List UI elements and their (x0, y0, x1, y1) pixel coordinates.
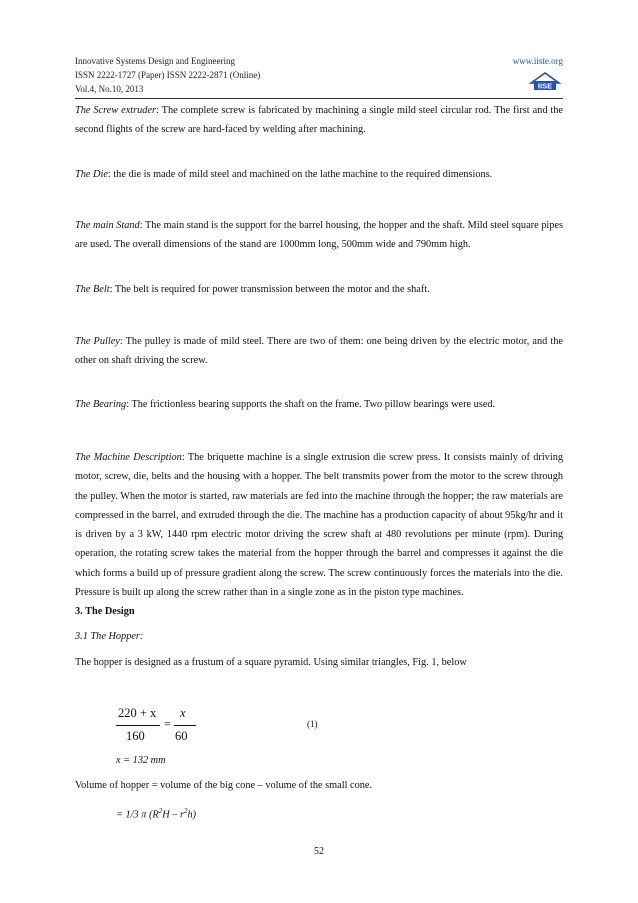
subsection-heading: 3.1 The Hopper: (75, 631, 144, 642)
journal-name: Innovative Systems Design and Engineering (75, 56, 235, 66)
eq-numerator-right: x (180, 706, 186, 720)
para-bearing: The Bearing: The frictionless bearing supports the shaft on the frame. Two pillow bearings were used. (75, 399, 496, 410)
svg-text:IISE: IISE (537, 81, 553, 91)
volume-definition: Volume of hopper = volume of the big cone – volume of the small cone. (75, 780, 373, 791)
issn-line: ISSN 2222-1727 (Paper) ISSN 2222-2871 (Online) (75, 70, 261, 80)
hopper-intro: The hopper is designed as a frustum of a square pyramid. Using similar triangles, Fig. 1, below (75, 657, 467, 668)
eq-bar-left (116, 725, 160, 726)
term-screw-extruder: The Screw extruder (75, 105, 157, 116)
eq-denominator-right: 60 (175, 729, 188, 743)
para-machine-description: The Machine Description: The briquette machine is a single extrusion die screw press. It consists mainly of driving motor, screw, die, belts and the housing with a hopper. The belt transmits power from the motor to the screw through the pulley. When the motor is started, raw materials are fed into the machine through the hopper; the raw materials are compressed in the barrel, and extruded through the die. The machine has a production capacity of about 95kg/hr and it is driven by a 3 kW, 1440 rpm electric motor driving the screw shaft at 480 revolutions per minute (rpm). During operation, the rotating screw takes the material from the hopper through the barrel and compresses it against the die which forms a build up of pressure gradient along the screw. The screw continuously forces the materials into the die. Pressure is built up along the screw rather than in a single zone as in the piston type machines. (75, 452, 563, 599)
eq-denominator-left: 160 (126, 729, 145, 743)
eq-numerator-left: 220 + x (118, 706, 157, 720)
section-heading: 3. The Design (75, 606, 135, 617)
page-number: 52 (314, 846, 324, 857)
para-pulley: The Pulley: The pulley is made of mild steel. There are two of them: one being driven by the electric motor, and the other on shaft driving the screw. (75, 336, 563, 367)
term-belt: The Belt (75, 284, 110, 295)
equation-number: (1) (307, 719, 318, 729)
term-machine-description: The Machine Description (75, 452, 182, 463)
equation-1 (118, 706, 208, 746)
equation-result: x = 132 mm (116, 755, 166, 766)
header-rule (75, 98, 563, 99)
term-main-stand: The main Stand (75, 220, 140, 231)
para-main-stand: The main Stand: The main stand is the support for the barrel housing, the hopper and the shaft. Mild steel square pipes are used. The overall dimensions of the stand are 1000mm long, 500mm wide and 790mm high. (75, 220, 563, 251)
term-die: The Die (75, 169, 108, 180)
para-screw-extruder: The Screw extruder: The complete screw is fabricated by machining a single mild steel circular rod. The first and the second flights of the screw are hard-faced by welding after machining. (75, 105, 563, 136)
journal-url-link[interactable]: www.iiste.org (512, 56, 563, 66)
iiste-logo (527, 69, 563, 91)
term-pulley: The Pulley (75, 336, 120, 347)
para-die: The Die: the die is made of mild steel and machined on the lathe machine to the required dimensions. (75, 169, 493, 180)
eq-bar-right (174, 725, 196, 726)
volume-formula: = 1/3 π $(R^2H - r^2h)$ (116, 807, 197, 821)
para-belt: The Belt: The belt is required for power transmission between the motor and the shaft. (75, 284, 430, 295)
eq-equals: = (164, 717, 172, 731)
term-bearing: The Bearing (75, 399, 127, 410)
volume-line: Vol.4, No.10, 2013 (75, 84, 144, 94)
